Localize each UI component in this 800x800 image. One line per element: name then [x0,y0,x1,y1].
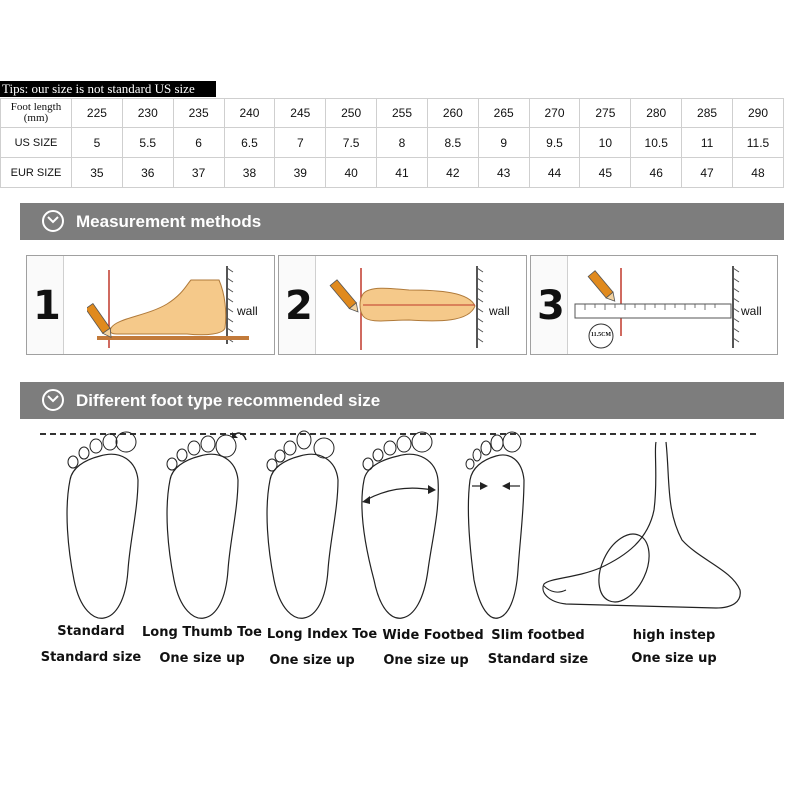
eur-size-cell: 35 [72,158,123,188]
long-thumb-toe-foot-outline [158,430,248,622]
long-index-toe-foot-outline [260,430,346,622]
foot-length-row [1,99,784,128]
top-foot-illustration [329,264,499,352]
measurement-title: Measurement methods [76,212,262,231]
foot-length-cell: 285 [682,99,733,128]
eur-size-cell: 40 [326,158,377,188]
chevron-down-icon [42,210,64,232]
eur-size-cell: 38 [224,158,275,188]
foot-length-header [1,99,72,128]
us-size-cell: 7.5 [326,128,377,158]
foot-type-name: Long Index Toe [266,627,378,642]
ruler-illustration [571,264,746,352]
eur-size-cell: 44 [529,158,580,188]
measurement-badge: 11.5CM [590,332,612,338]
measurement-banner [20,203,784,240]
slim-footbed-foot-outline [458,430,534,622]
wall-label: wall [741,304,762,318]
measurement-step-1 [26,255,275,355]
foot-type-recommendation: One size up [269,653,355,668]
foot-length-cell: 290 [732,99,783,128]
wall-label: wall [237,304,258,318]
eur-size-cell: 37 [173,158,224,188]
eur-size-cell: 45 [580,158,631,188]
us-size-cell: 9 [478,128,529,158]
us-size-cell: 6 [173,128,224,158]
wide-footbed-foot-outline [358,430,442,622]
foot-type-name: Long Thumb Toe [142,625,262,640]
side-foot-illustration [87,264,257,352]
us-size-header: US SIZE [1,128,72,158]
step-number: 1 [33,283,61,329]
us-size-cell: 6.5 [224,128,275,158]
foot-length-cell: 240 [224,99,275,128]
eur-size-header: EUR SIZE [1,158,72,188]
foot-length-cell: 255 [377,99,428,128]
foot-type-recommendation: Standard size [487,652,589,667]
foot-type-recommendation: One size up [383,653,469,668]
size-tip: Tips: our size is not standard US size [0,81,216,97]
foot-length-cell: 230 [122,99,173,128]
wall-label: wall [489,304,510,318]
eur-size-cell: 43 [478,158,529,188]
foot-length-cell: 260 [427,99,478,128]
foot-type-name: Slim footbed [491,628,585,643]
foot-length-cell: 275 [580,99,631,128]
foot-type-name: high instep [632,628,716,643]
eur-size-row [1,158,784,188]
eur-size-cell: 48 [732,158,783,188]
us-size-cell: 7 [275,128,326,158]
measurement-step-2 [278,255,527,355]
eur-size-cell: 39 [275,158,326,188]
size-table [0,98,784,188]
us-size-cell: 8.5 [427,128,478,158]
foot-length-label: Foot length [10,101,62,113]
foot-type-recommendation: Standard size [40,650,142,665]
foot-type-banner [20,382,784,419]
step-number: 2 [285,283,313,329]
eur-size-cell: 36 [122,158,173,188]
foot-length-cell: 270 [529,99,580,128]
foot-type-name: Wide Footbed [382,628,484,643]
foot-type-name: Standard [57,624,125,639]
foot-length-cell: 225 [72,99,123,128]
foot-type-recommendation: One size up [159,651,245,666]
standard-foot-outline [60,430,144,622]
us-size-cell: 11.5 [732,128,783,158]
step-number: 3 [537,283,565,329]
us-size-cell: 9.5 [529,128,580,158]
foot-type-recommendation: One size up [631,651,717,666]
measurement-step-3 [530,255,778,355]
eur-size-cell: 42 [427,158,478,188]
foot-length-cell: 250 [326,99,377,128]
eur-size-cell: 46 [631,158,682,188]
foot-length-cell: 280 [631,99,682,128]
foot-length-cell: 235 [173,99,224,128]
us-size-cell: 10 [580,128,631,158]
us-size-cell: 11 [682,128,733,158]
foot-length-cell: 265 [478,99,529,128]
eur-size-cell: 47 [682,158,733,188]
eur-size-cell: 41 [377,158,428,188]
us-size-cell: 8 [377,128,428,158]
us-size-cell: 5 [72,128,123,158]
foot-length-cell: 245 [275,99,326,128]
high-instep-foot-outline [536,440,748,612]
chevron-down-icon [42,389,64,411]
foot-length-unit: (mm) [23,112,49,124]
us-size-row [1,128,784,158]
foot-type-title: Different foot type recommended size [76,391,381,410]
us-size-cell: 10.5 [631,128,682,158]
us-size-cell: 5.5 [122,128,173,158]
